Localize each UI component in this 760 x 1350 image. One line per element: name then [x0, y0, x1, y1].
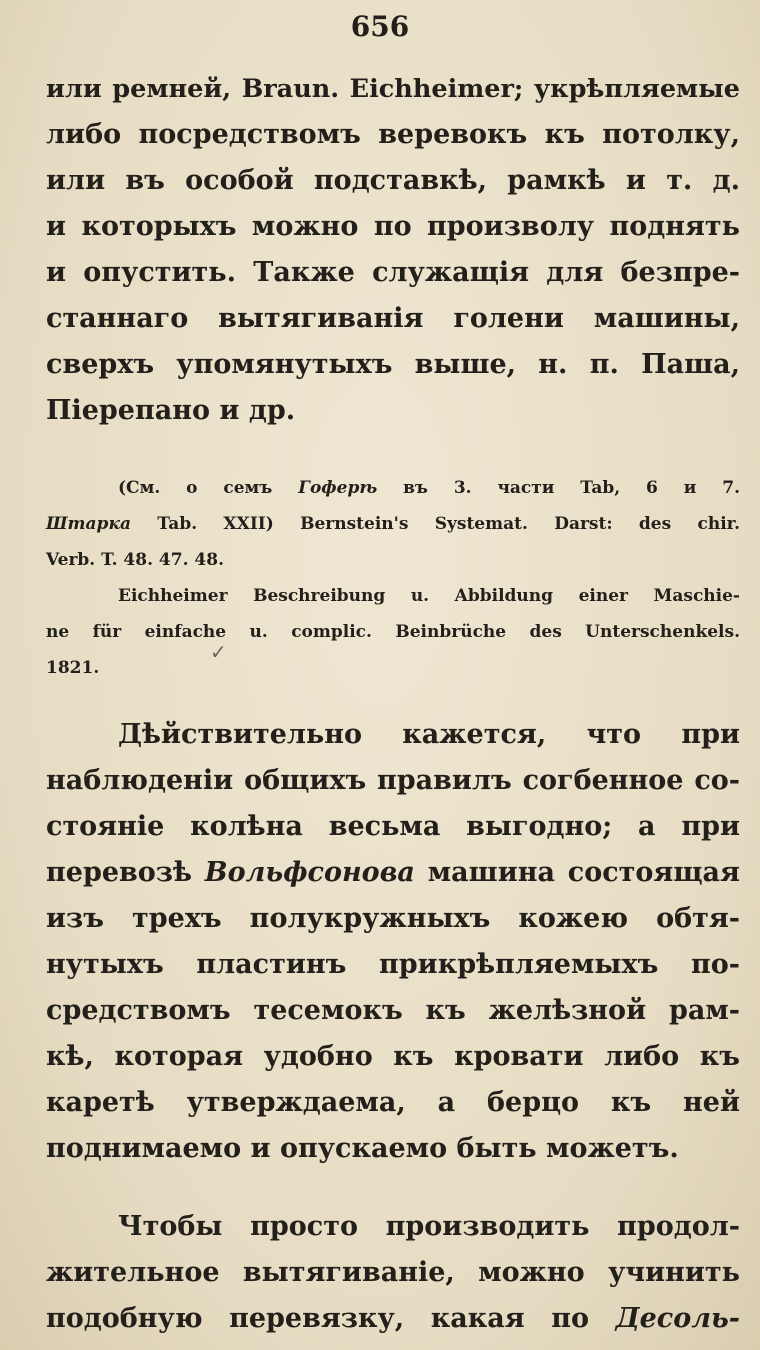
- name-italic: Десоль-: [615, 1303, 740, 1334]
- text-line: Піерепано и др.: [46, 395, 296, 426]
- paragraph-middle: [46, 712, 740, 1172]
- page-number: 656: [350, 10, 410, 43]
- paragraph-top: [46, 66, 740, 434]
- footnote-text: (См. о семъ: [118, 478, 299, 498]
- text-line: станнаго вытягиванія голени машины,: [46, 303, 740, 334]
- text-line: кѣ, которая удобно къ кровати либо къ: [46, 1041, 740, 1072]
- footnote-line: Verb. T. 48. 47. 48.: [46, 550, 224, 570]
- text-run: подобную перевязку, какая по: [46, 1303, 616, 1334]
- paragraph-bottom: [46, 1204, 740, 1342]
- name-italic: Вольфсонова: [204, 857, 415, 888]
- text-run: машина состоящая: [414, 857, 741, 888]
- text-line: Дѣйствительно кажется, что при: [118, 719, 740, 750]
- text-run: перевозѣ: [46, 857, 205, 888]
- text-line: наблюденіи общихъ правилъ согбенное со-: [46, 765, 740, 796]
- footnote-line: [46, 470, 740, 506]
- text-line: поднимаемо и опускаемо быть можетъ.: [46, 1133, 679, 1164]
- text-line: либо посредствомъ веревокъ къ потолку,: [46, 119, 740, 150]
- footnote-line: [46, 506, 740, 542]
- footnote-line: 1821.: [46, 658, 100, 678]
- text-line: и опустить. Также служащія для безпре-: [46, 257, 740, 288]
- footnote-text: Tab. XXII) Bernstein's Systemat. Darst: des chir.: [130, 514, 740, 534]
- text-line: и которыхъ можно по произволу поднять: [46, 211, 740, 242]
- pencil-check-mark: ✓: [210, 640, 227, 664]
- footnote-name-italic: Гоферѣ: [298, 478, 378, 498]
- text-line: изъ трехъ полукружныхъ кожею обтя-: [46, 903, 740, 934]
- text-line: жительное вытягиваніе, можно учинить: [46, 1257, 740, 1288]
- text-line: или въ особой подставкѣ, рамкѣ и т. д.: [46, 165, 740, 196]
- text-line: нутыхъ пластинъ прикрѣпляемыхъ по-: [46, 949, 740, 980]
- footnote-name-italic: Штарка: [46, 514, 131, 534]
- text-line: [46, 850, 740, 896]
- footnote-text: въ 3. части Tab, 6 и 7.: [377, 478, 740, 498]
- footnote-line: ne für einfache u. complic. Beinbrüche des Unterschenkels.: [46, 622, 740, 642]
- text-line: стояніе колѣна весьма выгодно; а при: [46, 811, 740, 842]
- footnote-line: Eichheimer Beschreibung u. Abbildung einer Maschie-: [118, 586, 740, 606]
- text-line: [46, 1296, 740, 1342]
- text-line: сверхъ упомянутыхъ выше, н. п. Паша,: [46, 349, 740, 380]
- text-line: каретѣ утверждаема, а берцо къ ней: [46, 1087, 740, 1118]
- text-line: Чтобы просто производить продол-: [118, 1211, 740, 1242]
- text-line: или ремней, Braun. Eichheimer; укрѣпляемые: [46, 74, 740, 104]
- footnote-block: [46, 470, 740, 686]
- text-line: средствомъ тесемокъ къ желѣзной рам-: [46, 995, 740, 1026]
